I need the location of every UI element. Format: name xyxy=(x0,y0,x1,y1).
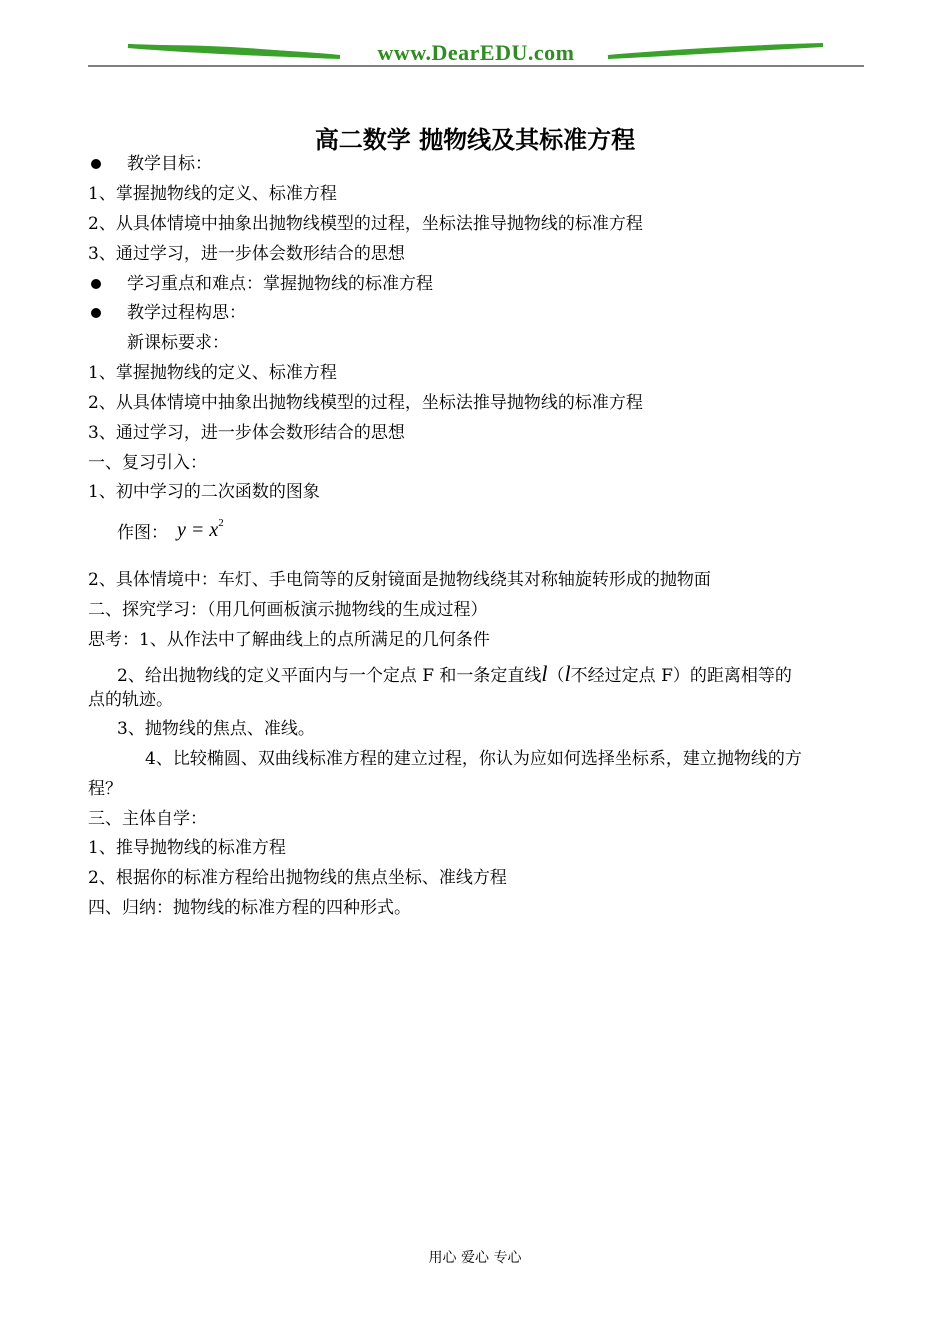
text-line: 四、归纳：抛物线的标准方程的四种形式。 xyxy=(88,898,411,918)
page-footer: 用心 爱心 专心 xyxy=(428,1250,522,1266)
text-line xyxy=(117,663,792,687)
text-line: 程？ xyxy=(88,779,122,799)
formula-base: y = x xyxy=(177,519,219,541)
text-line: 2、根据你的标准方程给出抛物线的焦点坐标、准线方程 xyxy=(88,868,507,888)
text-line: 1、初中学习的二次函数的图象 xyxy=(88,482,320,502)
page-header xyxy=(88,38,864,68)
formula-exponent: 2 xyxy=(218,517,224,529)
text-line: 学习重点和难点：掌握抛物线的标准方程 xyxy=(127,274,433,294)
text-line: 2、从具体情境中抽象出抛物线模型的过程，坐标法推导抛物线的标准方程 xyxy=(88,214,643,234)
bullet-icon xyxy=(91,279,101,289)
line-symbol: l xyxy=(564,661,571,686)
text-line: 思考：1、从作法中了解曲线上的点所满足的几何条件 xyxy=(88,630,490,650)
text-line: 一、复习引入： xyxy=(88,453,207,473)
text-line: 新课标要求： xyxy=(127,333,229,353)
site-logo: www.DearEDU.com xyxy=(377,40,575,65)
text-line: 教学过程构思： xyxy=(127,303,246,323)
text-line: 1、掌握抛物线的定义、标准方程 xyxy=(88,363,337,383)
text-line: 二、探究学习：（用几何画板演示抛物线的生成过程） xyxy=(88,600,488,620)
text-line: 2、具体情境中：车灯、手电筒等的反射镜面是抛物线绕其对称轴旋转形成的抛物面 xyxy=(88,570,711,590)
text-segment: （ xyxy=(547,666,565,686)
text-segment: 2、给出抛物线的定义平面内与一个定点 F 和一条定直线 xyxy=(117,666,542,686)
text-line: 教学目标： xyxy=(127,154,212,174)
line-symbol: l xyxy=(541,661,548,686)
text-line: 3、通过学习，进一步体会数形结合的思想 xyxy=(88,423,405,443)
text-line: 三、主体自学： xyxy=(88,809,207,829)
page-title: 高二数学 抛物线及其标准方程 xyxy=(314,126,636,154)
text-line: 4、比较椭圆、双曲线标准方程的建立过程，你认为应如何选择坐标系，建立抛物线的方 xyxy=(145,749,802,769)
text-line: 1、掌握抛物线的定义、标准方程 xyxy=(88,184,337,204)
bullet-icon xyxy=(91,308,101,318)
text-line: 2、从具体情境中抽象出抛物线模型的过程，坐标法推导抛物线的标准方程 xyxy=(88,393,643,413)
formula xyxy=(177,512,224,541)
text-line: 1、推导抛物线的标准方程 xyxy=(88,838,286,858)
bullet-icon xyxy=(91,159,101,169)
text-line: 作图： xyxy=(117,523,168,543)
text-line: 3、通过学习，进一步体会数形结合的思想 xyxy=(88,244,405,264)
text-line: 点的轨迹。 xyxy=(88,690,173,710)
text-line: 3、抛物线的焦点、准线。 xyxy=(117,719,315,739)
text-segment: 不经过定点 F）的距离相等的 xyxy=(570,666,792,686)
